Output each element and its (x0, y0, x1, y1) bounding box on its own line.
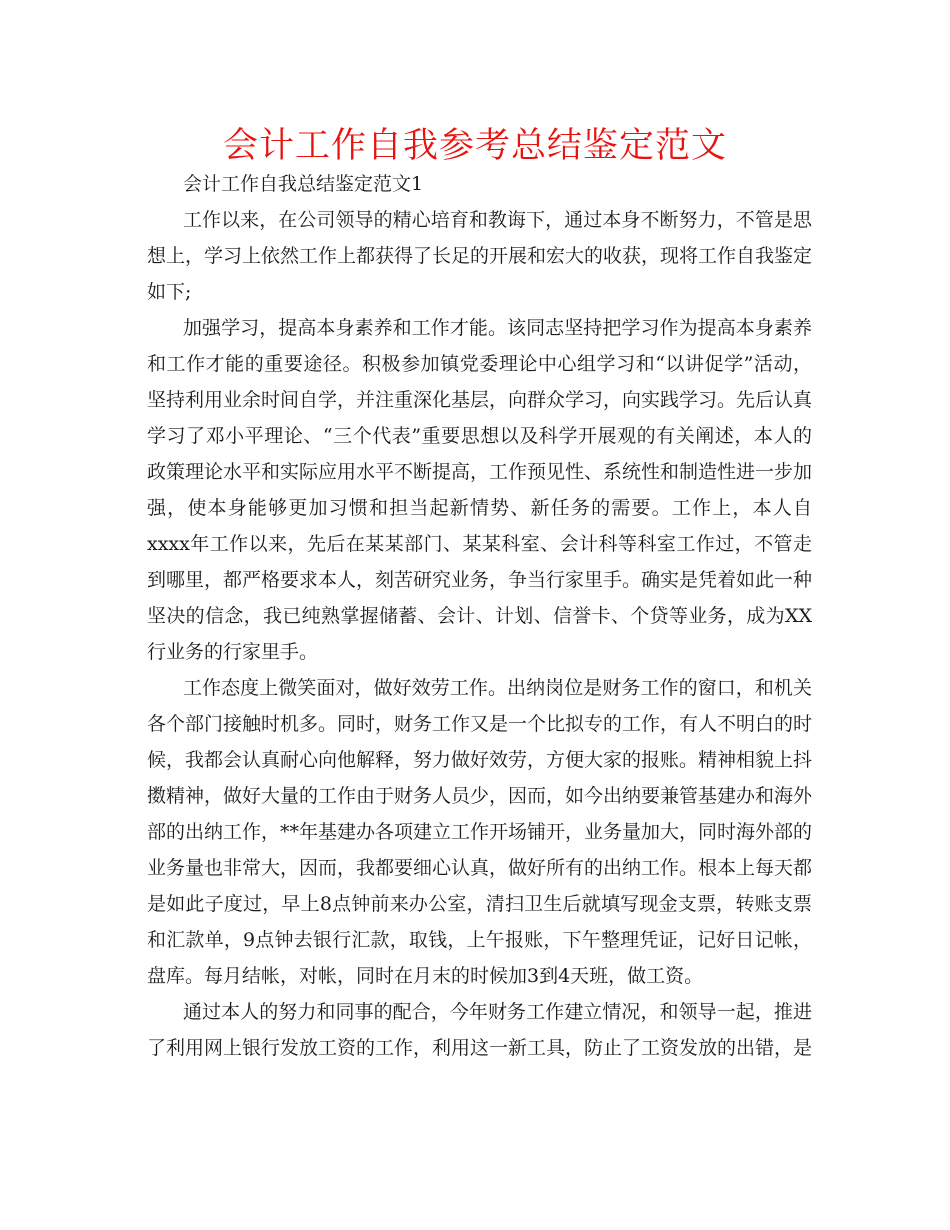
paragraph-4: 通过本人的努力和同事的配合，今年财务工作建立情况，和领导一起，推进了利用网上银行发放工资的工作，利用这一新工具，防止了工资发放的出错，是 (147, 1001, 813, 1059)
paragraph-3: 工作态度上微笑面对，做好效劳工作。出纳岗位是财务工作的窗口，和机关各个部门接触时机多。同时，财务工作又是一个比拟专的工作，有人不明白的时候，我都会认真耐心向他解释，努力做好效劳，方便大家的报账。精神相貌上抖擞精神，做好大量的工作由于财务人员少，因而，如今出纳要兼管基建办和海外部的出纳工作，**年基建办各项建立工作开场铺开，业务量加大，同时海外部的业务量也非常大，因而，我都要细心认真，做好所有的出纳工作。根本上每天都是如此子度过，早上8点钟前来办公室，清扫卫生后就填写现金支票，转账支票和汇款单，9点钟去银行汇款，取钱，上午报账，下午整理凭证，记好日记帐，盘库。每月结帐，对帐，同时在月末的时候加3到4天班，做工资。 (147, 677, 813, 987)
document-subtitle: 会计工作自我总结鉴定范文1 (183, 173, 424, 195)
document-body (147, 166, 812, 1066)
paragraph-2: 加强学习，提高本身素养和工作才能。该同志坚持把学习作为提高本身素养和工作才能的重要途径。积极参加镇党委理论中心组学习和“以讲促学”活动，坚持利用业余时间自学，并注重深化基层，向群众学习，向实践学习。先后认真学习了邓小平理论、“三个代表”重要思想以及科学开展观的有关阐述，本人的政策理论水平和实际应用水平不断提高，工作预见性、系统性和制造性进一步加强，使本身能够更加习惯和担当起新情势、新任务的需要。工作上，本人自xxxx年工作以来，先后在某某部门、某某科室、会计科等科室工作过，不管走到哪里，都严格要求本人，刻苦研究业务，争当行家里手。确实是凭着如此一种坚决的信念，我已纯熟掌握储蓄、会计、计划、信誉卡、个贷等业务，成为XX行业务的行家里手。 (147, 317, 813, 663)
paragraph-1: 工作以来，在公司领导的精心培育和教诲下，通过本身不断努力，不管是思想上，学习上依然工作上都获得了长足的开展和宏大的收获，现将工作自我鉴定如下; (147, 209, 813, 303)
document-title: 会计工作自我参考总结鉴定范文 (222, 126, 727, 166)
